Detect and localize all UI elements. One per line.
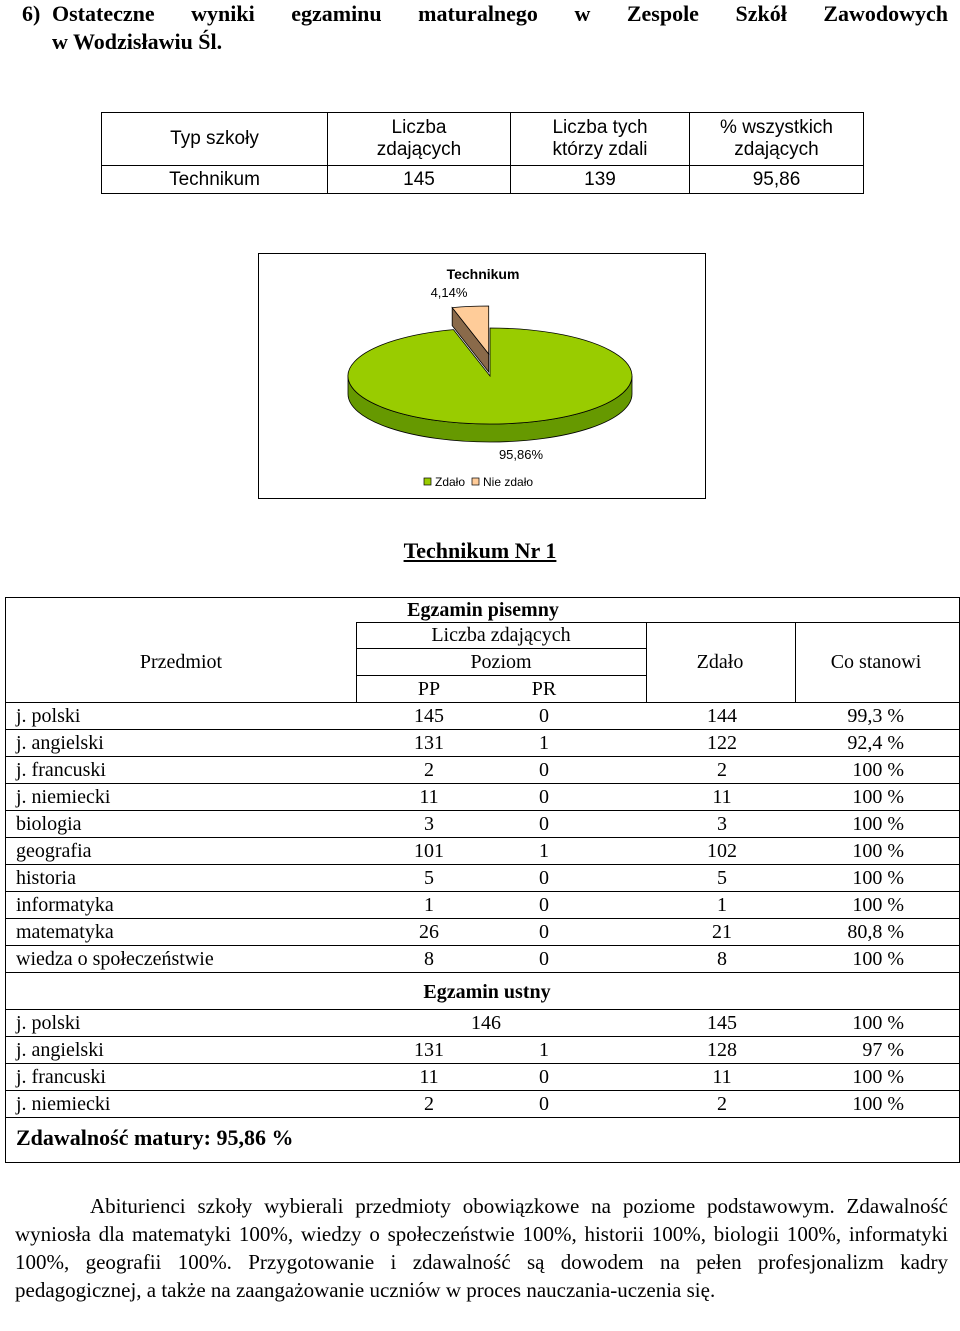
- written-row-pp: 2: [424, 759, 434, 781]
- written-row-pr: 0: [539, 759, 549, 781]
- oral-row-passed: 128: [707, 1039, 737, 1061]
- pie-chart: [258, 253, 706, 499]
- heading-number: 6): [22, 1, 41, 26]
- table-rule: [6, 1117, 960, 1118]
- written-row-pp: 26: [419, 921, 439, 943]
- oral-row-pr: 0: [539, 1093, 549, 1115]
- summary-cell-count: 145: [328, 166, 511, 194]
- oral-row-pp: 2: [424, 1093, 434, 1115]
- written-row-passed: 1: [717, 894, 727, 916]
- section-title: Technikum Nr 1: [403, 538, 557, 563]
- table-column-rule: [646, 622, 647, 702]
- written-row-subject: biologia: [16, 813, 82, 835]
- oral-row-passed: 11: [712, 1066, 732, 1088]
- written-row-pr: 0: [539, 705, 549, 727]
- written-row-passed: 144: [707, 705, 737, 727]
- written-row-subject: historia: [16, 867, 76, 889]
- written-row-pr: 0: [539, 813, 549, 835]
- heading-word: egzaminu: [291, 1, 382, 26]
- heading-word: Szkół: [735, 1, 787, 26]
- oral-row-subject: j. niemiecki: [16, 1093, 111, 1115]
- written-row-pp: 101: [414, 840, 444, 862]
- summary-cell-type: Technikum: [102, 166, 328, 194]
- oral-row-share: 100 %: [852, 1012, 904, 1034]
- written-row-pp: 145: [414, 705, 444, 727]
- written-row-pr: 0: [539, 867, 549, 889]
- header-passed: Zdało: [696, 651, 744, 673]
- header-level: Poziom: [470, 651, 532, 673]
- oral-row-pp: 11: [419, 1066, 439, 1088]
- oral-row-subject: j. francuski: [16, 1066, 106, 1088]
- written-row-share: 100 %: [852, 786, 904, 808]
- label-nie-zdalo: 4,14%: [430, 285, 468, 300]
- chart-title: Technikum: [446, 266, 520, 282]
- written-row-subject: j. niemiecki: [16, 786, 111, 808]
- written-row-pp: 8: [424, 948, 434, 970]
- written-row-pp: 3: [424, 813, 434, 835]
- summary-paragraph: Abiturienci szkoły wybierali przedmioty obowiązkowe na poziome podstawowym. Zdawalność wyniosła dla matematyki 100%, wiedzy o społeczeństwie 100%, historii 100%, biologii 100%, informatyki 100%, geografii 100%. Przygotowanie i zdawalność są dowodem na pełen profesjonalizm kadry pedagogicznej, a także na zaangażowanie uczniów w proces nauczania-uczenia się.: [15, 1194, 948, 1302]
- heading-word: Zawodowych: [823, 1, 948, 26]
- heading-word: maturalnego: [418, 1, 538, 26]
- summary-cell-percent: 95,86: [690, 166, 864, 194]
- written-row-pp: 11: [419, 786, 439, 808]
- written-row-subject: j. polski: [16, 705, 81, 727]
- pie-slice-zdalo: [348, 328, 632, 424]
- written-row-pr: 0: [539, 786, 549, 808]
- table-rule: [6, 972, 960, 973]
- written-row-share: 100 %: [852, 867, 904, 889]
- legend-label-nie-zdalo: Nie zdało: [483, 475, 534, 489]
- written-row-passed: 11: [712, 786, 732, 808]
- table-column-rule: [356, 622, 357, 702]
- header-count: Liczba zdających: [431, 624, 571, 646]
- heading-line-2: w Wodzisławiu Śl.: [52, 29, 223, 54]
- written-row-share: 100 %: [852, 840, 904, 862]
- header-pr: PR: [531, 678, 557, 700]
- written-row-share: 100 %: [852, 759, 904, 781]
- oral-row-subject: j. polski: [16, 1012, 81, 1034]
- written-row-passed: 8: [717, 948, 727, 970]
- oral-row-subject: j. angielski: [16, 1039, 104, 1061]
- written-row-passed: 122: [707, 732, 737, 754]
- written-row-pp: 5: [424, 867, 434, 889]
- table-column-rule: [795, 622, 796, 702]
- written-row-share: 92,4 %: [847, 732, 904, 754]
- oral-row-pr: 1: [539, 1039, 549, 1061]
- written-row-pr: 0: [539, 948, 549, 970]
- written-row-share: 100 %: [852, 813, 904, 835]
- written-row-pp: 131: [414, 732, 444, 754]
- exam-results-table: [5, 597, 960, 1163]
- oral-row-pr: 0: [539, 1066, 549, 1088]
- written-row-share: 100 %: [852, 948, 904, 970]
- written-row-share: 100 %: [852, 894, 904, 916]
- legend-label-zdalo: Zdało: [435, 475, 466, 489]
- written-row-passed: 5: [717, 867, 727, 889]
- heading-word: wyniki: [191, 1, 255, 26]
- oral-row-share: 100 %: [852, 1093, 904, 1115]
- written-row-subject: informatyka: [16, 894, 114, 916]
- written-row-subject: wiedza o społeczeństwie: [16, 948, 214, 970]
- header-subject: Przedmiot: [139, 651, 223, 673]
- written-row-subject: geografia: [16, 840, 92, 862]
- table-rule: [356, 622, 960, 623]
- oral-row-passed: 2: [717, 1093, 727, 1115]
- oral-exam-title: Egzamin ustny: [423, 981, 551, 1003]
- legend-swatch-nie-zdalo: [472, 478, 479, 485]
- written-row-share: 80,8 %: [847, 921, 904, 943]
- pass-rate: Zdawalność matury: 95,86 %: [16, 1125, 294, 1150]
- label-zdalo: 95,86%: [498, 447, 544, 462]
- written-exam-title: Egzamin pisemny: [407, 599, 559, 621]
- chart-legend: [424, 475, 533, 489]
- written-row-passed: 21: [712, 921, 732, 943]
- written-row-pp: 1: [424, 894, 434, 916]
- legend-swatch-zdalo: [424, 478, 431, 485]
- heading-word: Zespole: [626, 1, 699, 26]
- summary-header-type: Typ szkoły: [102, 113, 328, 166]
- written-row-subject: j. francuski: [16, 759, 106, 781]
- pie-chart-svg: [259, 254, 705, 498]
- written-row-passed: 102: [707, 840, 737, 862]
- oral-row-pp: 131: [414, 1039, 444, 1061]
- oral-row-count: 146: [471, 1012, 501, 1034]
- oral-row-passed: 145: [707, 1012, 737, 1034]
- written-row-pr: 0: [539, 921, 549, 943]
- heading-word: Ostateczne: [52, 1, 155, 26]
- written-row-passed: 3: [717, 813, 727, 835]
- table-rule: [356, 675, 646, 676]
- written-row-subject: matematyka: [16, 921, 114, 943]
- summary-table: [101, 112, 864, 194]
- summary-header-count: Liczba zdających: [328, 113, 511, 166]
- written-row-pr: 1: [539, 840, 549, 862]
- header-share: Co stanowi: [830, 651, 922, 673]
- summary-header-percent: % wszystkich zdających: [690, 113, 864, 166]
- oral-row-share: 97 %: [862, 1039, 904, 1061]
- summary-header-passed: Liczba tych którzy zdali: [511, 113, 690, 166]
- written-row-pr: 0: [539, 894, 549, 916]
- heading-line-1: [52, 0, 948, 28]
- oral-row-share: 100 %: [852, 1066, 904, 1088]
- written-row-pr: 1: [539, 732, 549, 754]
- summary-cell-passed: 139: [511, 166, 690, 194]
- written-row-passed: 2: [717, 759, 727, 781]
- table-rule: [356, 648, 646, 649]
- written-row-share: 99,3 %: [847, 705, 904, 727]
- pie-slices: [348, 306, 632, 442]
- written-row-subject: j. angielski: [16, 732, 104, 754]
- heading-word: w: [574, 1, 591, 26]
- header-pp: PP: [417, 678, 441, 700]
